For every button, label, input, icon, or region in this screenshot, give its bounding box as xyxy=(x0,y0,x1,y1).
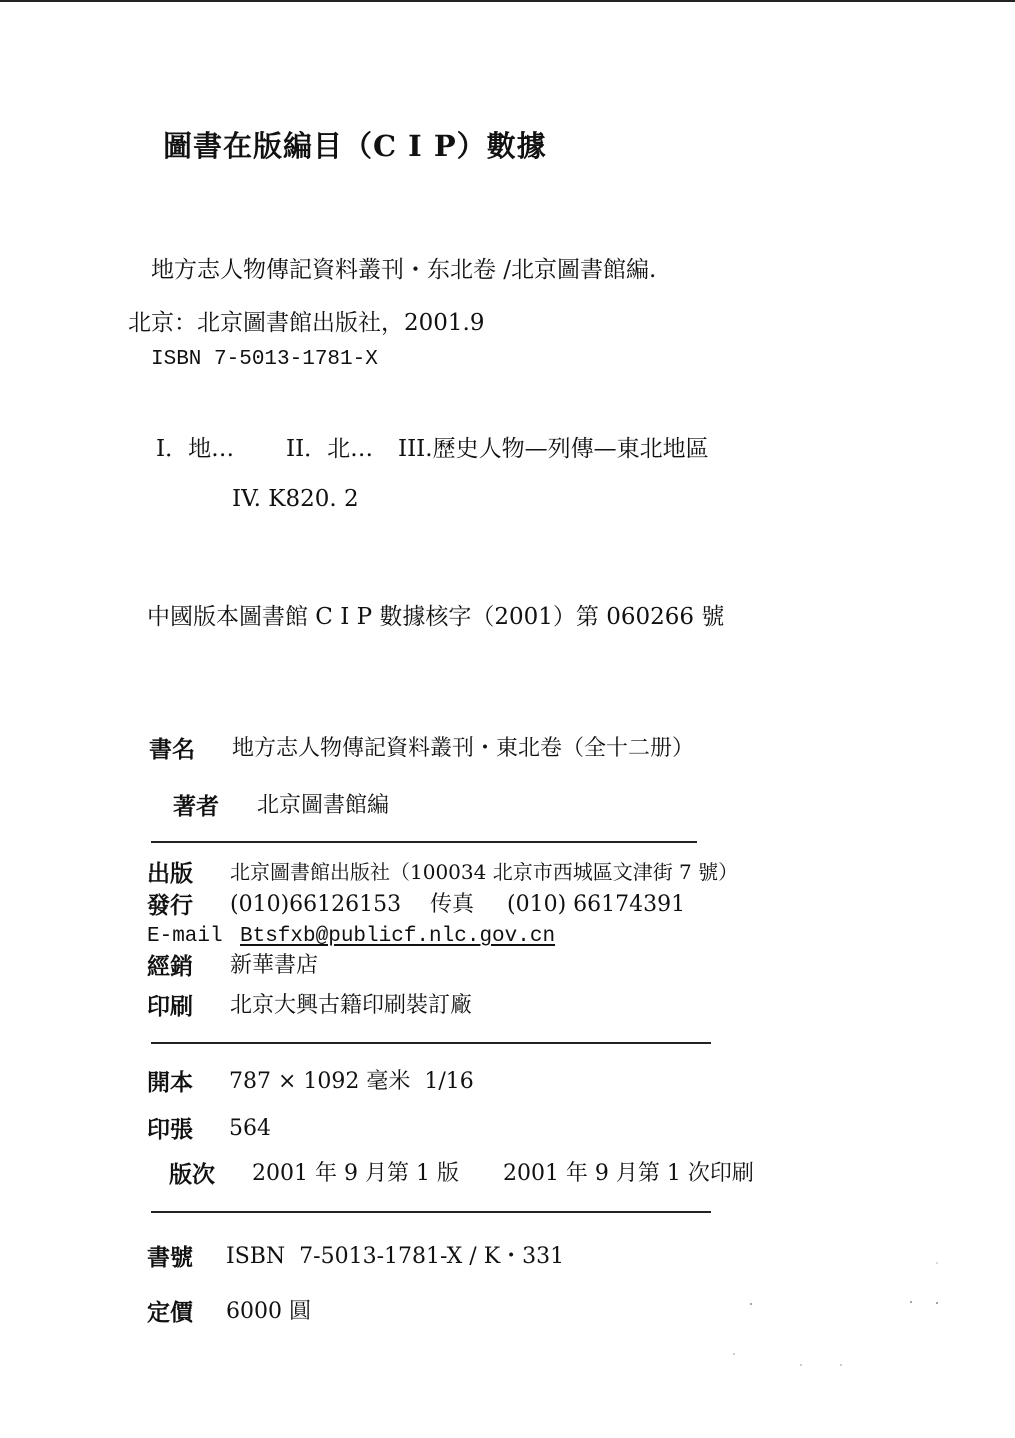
scan-speck xyxy=(936,1262,938,1264)
top-border xyxy=(0,0,1015,2)
format-label: 開本 xyxy=(147,1069,193,1096)
cip-heading: 圖書在版編目（C I P）數據 xyxy=(163,129,547,163)
sheets-value: 564 xyxy=(229,1116,271,1141)
scan-speck xyxy=(840,1364,842,1366)
email-link[interactable]: Btsfxb@publicf.nlc.gov.cn xyxy=(240,925,556,948)
book-number-value: ISBN 7-5013-1781-X / K・331 xyxy=(226,1244,565,1269)
scan-speck xyxy=(910,1301,912,1303)
sheets-label: 印張 xyxy=(147,1116,193,1143)
distribution-phone: (010)66126153 xyxy=(230,892,402,917)
cip-subject-2: II．北… xyxy=(286,436,374,462)
publisher-value: 北京圖書館出版社（100034 北京市西城區文津街 7 號） xyxy=(230,860,739,884)
cip-publisher-line: 北京：北京圖書館出版社，2001.9 xyxy=(128,310,485,336)
cip-isbn-line: ISBN 7-5013-1781-X xyxy=(151,348,378,371)
cip-classification: IV. K820. 2 xyxy=(232,486,359,512)
edition-label: 版次 xyxy=(169,1161,215,1188)
cip-subject-1: I．地… xyxy=(156,436,235,462)
author-label: 著者 xyxy=(173,793,219,820)
format-value: 787 × 1092 毫米 1/16 xyxy=(229,1069,474,1094)
scan-speck xyxy=(733,1353,735,1355)
divider-1 xyxy=(151,841,697,843)
scan-speck xyxy=(800,1364,802,1366)
fax-value: (010) 66174391 xyxy=(507,892,686,917)
divider-3 xyxy=(151,1211,711,1213)
title-label: 書名 xyxy=(149,736,195,763)
printing-value: 北京大興古籍印刷裝訂廠 xyxy=(230,993,473,1018)
distribution-label: 發行 xyxy=(147,892,193,919)
book-number-label: 書號 xyxy=(147,1244,193,1271)
price-label: 定價 xyxy=(147,1299,193,1326)
fax-label: 传真 xyxy=(430,892,475,917)
sales-value: 新華書店 xyxy=(230,953,319,978)
scan-speck xyxy=(750,1303,752,1305)
cip-title-line: 地方志人物傳記資料叢刊・东北卷 /北京圖書館編. xyxy=(151,257,657,283)
cip-subject-3: III.歷史人物—列傳—東北地區 xyxy=(398,436,709,462)
title-value: 地方志人物傳記資料叢刊・東北卷（全十二册） xyxy=(232,736,695,761)
author-value: 北京圖書館編 xyxy=(257,793,390,818)
scan-speck xyxy=(936,1302,938,1304)
email-label: E-mail xyxy=(147,925,223,948)
price-value: 6000 圓 xyxy=(226,1299,311,1324)
edition-value: 2001 年 9 月第 1 版 2001 年 9 月第 1 次印刷 xyxy=(252,1161,754,1186)
cip-verification-number: 中國版本圖書館 C I P 數據核字（2001）第 060266 號 xyxy=(147,604,725,630)
divider-2 xyxy=(151,1042,711,1044)
printing-label: 印刷 xyxy=(147,993,193,1020)
publisher-label: 出版 xyxy=(147,860,193,887)
sales-label: 經銷 xyxy=(147,953,193,980)
